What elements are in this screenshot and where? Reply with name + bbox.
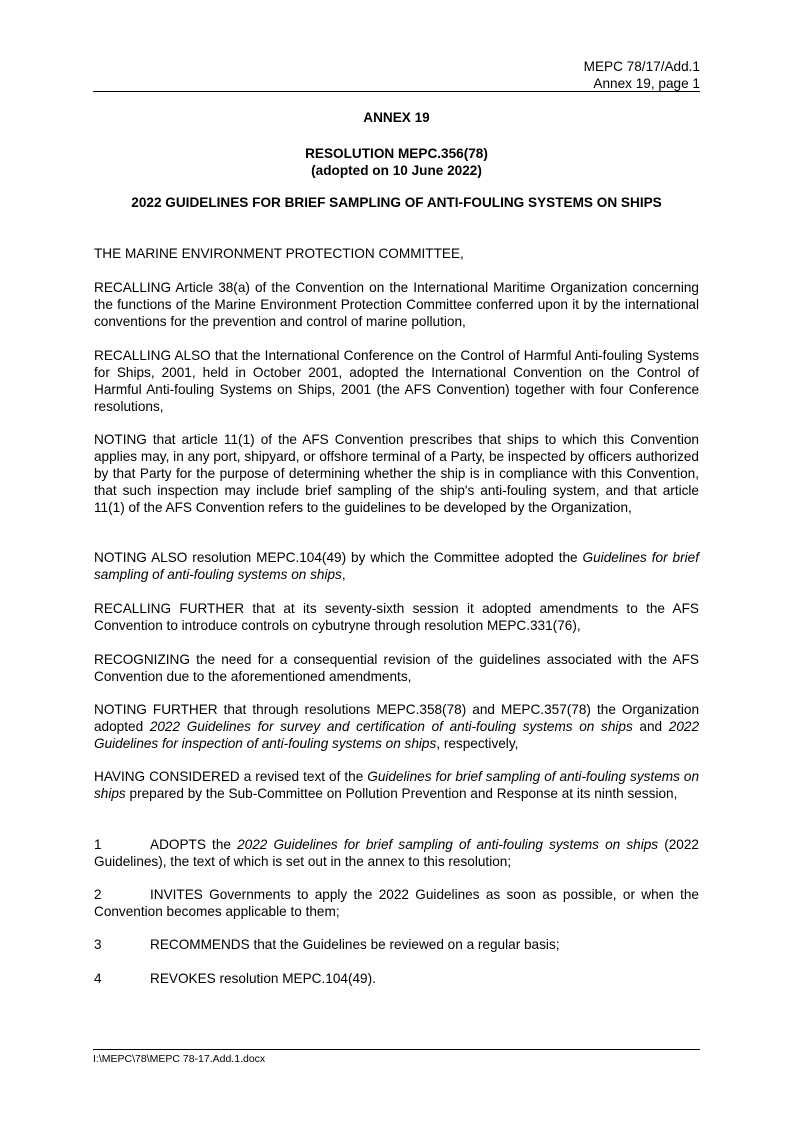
having-considered-text: HAVING CONSIDERED a revised text of the (94, 769, 368, 784)
adoption-date: (adopted on 10 June 2022) (311, 163, 482, 178)
preamble-noting-also (94, 549, 699, 583)
operative-paragraph-2 (94, 886, 699, 920)
preamble-recalling: RECALLING Article 38(a) of the Convention on the International Maritime Organization concerning the functions of the Marine Environment Protection Committee conferred upon it by the international conventions for the prevention and control of marine pollution, (94, 280, 699, 329)
document-symbol: MEPC 78/17/Add.1 (583, 59, 700, 74)
operative-number: 3 (94, 937, 102, 952)
page-reference: Annex 19, page 1 (593, 76, 700, 91)
operative-number: 4 (94, 971, 102, 986)
operative-text: ADOPTS the (150, 837, 238, 852)
noting-further-guidelines-inspection: 2022 Guidelines for inspection of anti-fouling systems on ships (94, 719, 700, 751)
operative-text: RECOMMENDS that the Guidelines be reviewed on a regular basis; (150, 937, 560, 952)
preamble-recognizing: RECOGNIZING the need for a consequential revision of the guidelines associated with the AFS Convention due to the aforementioned amendments, (94, 652, 699, 684)
guidelines-title: 2022 GUIDELINES FOR BRIEF SAMPLING OF ANTI-FOULING SYSTEMS ON SHIPS (131, 195, 662, 210)
page-header (93, 58, 700, 92)
noting-also-guidelines-title: Guidelines for brief sampling of anti-fouling systems on ships (94, 550, 699, 582)
operative-text: REVOKES resolution MEPC.104(49). (150, 971, 376, 986)
preamble-recalling-further: RECALLING FURTHER that at its seventy-sixth session it adopted amendments to the AFS Convention to introduce controls on cybutryne through resolution MEPC.331(76), (94, 601, 699, 633)
preamble-noting-further (94, 701, 699, 752)
noting-further-and: and (632, 719, 669, 734)
having-considered-guidelines-title: Guidelines for brief sampling of anti-fouling systems on ships (94, 769, 699, 801)
noting-also-end: , (341, 567, 346, 582)
preamble-having-considered (94, 768, 699, 802)
operative-number: 2 (94, 887, 102, 902)
noting-further-end: , respectively, (436, 736, 519, 751)
operative-text-end: (2022 Guidelines), the text of which is set out in the annex to this resolution; (94, 837, 699, 869)
noting-further-guidelines-survey: 2022 Guidelines for survey and certification of anti-fouling systems on ships (149, 719, 633, 734)
noting-further-text: NOTING FURTHER that through resolutions MEPC.358(78) and MEPC.357(78) the Organization adopted (94, 702, 699, 734)
operative-paragraph-1 (94, 836, 699, 870)
having-considered-end: prepared by the Sub-Committee on Pollution Prevention and Response at its ninth session, (125, 786, 678, 801)
preamble-noting: NOTING that article 11(1) of the AFS Convention prescribes that ships to which this Convention applies may, in any port, shipyard, or offshore terminal of a Party, be inspected by officers authorized by that Party for the purpose of determining whether the ship is in compliance with this Convention, that such inspection may include brief sampling of the ship's anti-fouling system, and that article 11(1) of the AFS Convention refers to the guidelines to be developed by the Organization, (94, 432, 699, 515)
operative-paragraph-4 (94, 970, 699, 987)
operative-number: 1 (94, 837, 102, 852)
annex-title: ANNEX 19 (363, 110, 430, 125)
committee-line: THE MARINE ENVIRONMENT PROTECTION COMMITTEE, (94, 246, 464, 261)
noting-also-text: NOTING ALSO resolution MEPC.104(49) by which the Committee adopted the (94, 550, 583, 565)
footer-file-path: I:\MEPC\78\MEPC 78-17.Add.1.docx (93, 1053, 266, 1065)
operative-text: INVITES Governments to apply the 2022 Guidelines as soon as possible, or when the Convention becomes applicable to them; (94, 887, 699, 919)
footer-divider (93, 1049, 700, 1050)
resolution-number: RESOLUTION MEPC.356(78) (305, 146, 488, 161)
header-divider (93, 91, 700, 92)
operative-paragraph-3 (94, 936, 699, 953)
preamble-recalling-also: RECALLING ALSO that the International Conference on the Control of Harmful Anti-fouling Systems for Ships, 2001, held in October 2001, adopted the International Convention on the Control of Harmful Anti-fouling Systems on Ships, 2001 (the AFS Convention) together with four Conference resolutions, (94, 348, 699, 414)
operative-guidelines-title: 2022 Guidelines for brief sampling of anti-fouling systems on ships (237, 837, 659, 852)
